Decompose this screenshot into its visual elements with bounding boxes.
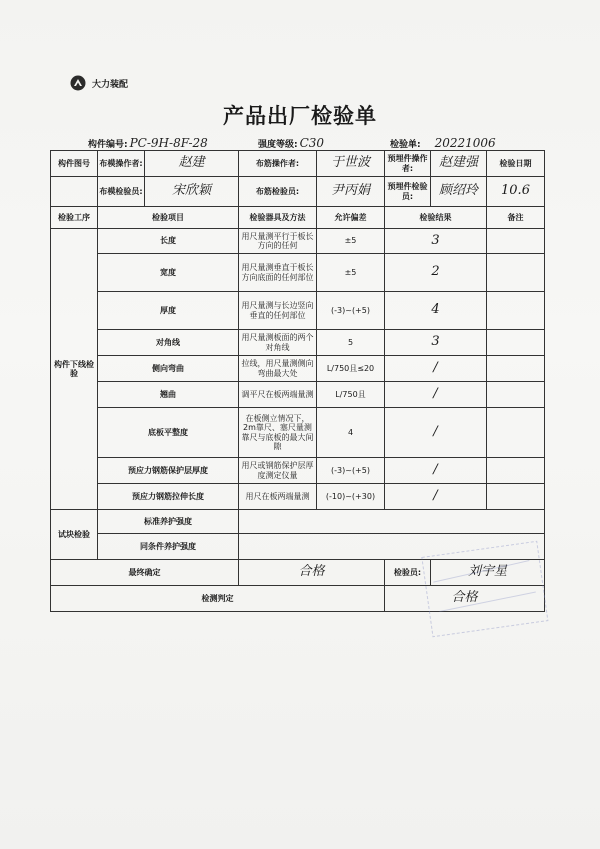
remarks-cell: [487, 408, 545, 458]
table-row: [51, 330, 545, 356]
blank-cell: [51, 177, 98, 207]
result-cell: /: [385, 484, 487, 510]
remarks-cell: [487, 330, 545, 356]
item-cell: 侧向弯曲: [98, 356, 239, 382]
table-row: [51, 254, 545, 292]
item-cell: 长度: [98, 229, 239, 254]
result-cell: 3: [385, 229, 487, 254]
tolerance-cell: (-3)~(+5): [317, 292, 385, 330]
inspection-date-label: 检验日期: [487, 151, 545, 177]
faded-stamp-icon: [419, 537, 550, 643]
table-row: [51, 458, 545, 484]
section-offline-label: 构件下线检验: [51, 229, 98, 510]
component-number-label: 构件编号:: [88, 140, 128, 150]
col-item: 检验项目: [98, 207, 239, 229]
result-cell: 4: [385, 292, 487, 330]
embed-inspector-label: 预埋件检验员:: [385, 177, 431, 207]
mold-inspector-label: 布模检验员:: [98, 177, 145, 207]
result-cell: /: [385, 458, 487, 484]
embed-operator-value: 赵建强: [431, 151, 487, 177]
result-cell: /: [385, 382, 487, 408]
remarks-cell: [487, 356, 545, 382]
table-row: [51, 229, 545, 254]
final-inspector-label: 检验员:: [385, 560, 431, 586]
inspection-table: [50, 150, 545, 612]
trial-standard-value: [239, 510, 545, 534]
tolerance-cell: (-10)~(+30): [317, 484, 385, 510]
judgement-value: 合格: [385, 586, 545, 612]
result-cell: 2: [385, 254, 487, 292]
table-row: [51, 292, 545, 330]
item-cell: 厚度: [98, 292, 239, 330]
tolerance-cell: ±5: [317, 254, 385, 292]
tools-cell: 用尺量测平行于板长方向的任何: [239, 229, 317, 254]
column-header-row: [51, 207, 545, 229]
tools-cell: 用尺量测垂直于板长方向底面的任何部位: [239, 254, 317, 292]
tolerance-cell: 5: [317, 330, 385, 356]
remarks-cell: [487, 229, 545, 254]
header-row-inspectors: [51, 177, 545, 207]
final-value: 合格: [239, 560, 385, 586]
inspection-date-value: 10.6: [487, 177, 545, 207]
table-row: [51, 484, 545, 510]
tools-cell: 用尺量测与长边竖向垂直的任何部位: [239, 292, 317, 330]
trial-label: 试块检验: [51, 510, 98, 560]
remarks-cell: [487, 382, 545, 408]
mold-operator-label: 布模操作者:: [98, 151, 145, 177]
tolerance-cell: (-3)~(+5): [317, 458, 385, 484]
inspection-number-value: 20221006: [434, 136, 496, 150]
tools-cell: 用尺或钢筋保护层厚度测定仪量: [239, 458, 317, 484]
rebar-operator-label: 布筋操作者:: [239, 151, 317, 177]
embed-operator-label: 预埋件操作者:: [385, 151, 431, 177]
strength-grade-value: C30: [299, 136, 325, 150]
tolerance-cell: 4: [317, 408, 385, 458]
tools-cell: 调平尺在板两端量测: [239, 382, 317, 408]
final-label: 最终确定: [51, 560, 239, 586]
brand: [70, 75, 128, 91]
rebar-inspector-value: 尹丙娟: [317, 177, 385, 207]
tolerance-cell: L/750且≤20: [317, 356, 385, 382]
strength-grade-label: 强度等级:: [258, 140, 298, 150]
rebar-inspector-label: 布筋检验员:: [239, 177, 317, 207]
remarks-cell: [487, 458, 545, 484]
header-row-operators: [51, 151, 545, 177]
rebar-operator-value: 于世波: [317, 151, 385, 177]
table-row: [51, 408, 545, 458]
table-row: [51, 356, 545, 382]
col-remarks: 备注: [487, 207, 545, 229]
col-result: 检验结果: [385, 207, 487, 229]
item-cell: 预应力钢筋拉伸长度: [98, 484, 239, 510]
remarks-cell: [487, 484, 545, 510]
brand-name: 大力装配: [92, 79, 129, 90]
mold-inspector-value: 宋欣颖: [145, 177, 239, 207]
tools-cell: 拉线，用尺量测侧向弯曲最大处: [239, 356, 317, 382]
embed-inspector-value: 顾绍玲: [431, 177, 487, 207]
result-cell: /: [385, 408, 487, 458]
col-tools: 检验器具及方法: [239, 207, 317, 229]
mold-operator-value: 赵建: [145, 151, 239, 177]
item-cell: 对角线: [98, 330, 239, 356]
remarks-cell: [487, 254, 545, 292]
tools-cell: 用尺量测板面的两个对角线: [239, 330, 317, 356]
trial-row-standard: [51, 510, 545, 534]
component-number-value: PC-9H-8F-28: [129, 136, 208, 150]
page-title: 产品出厂检验单: [223, 103, 377, 128]
remarks-cell: [487, 292, 545, 330]
final-inspector-value: 刘宇星: [431, 560, 545, 586]
trial-same-label: 同条件养护强度: [98, 534, 239, 560]
trial-standard-label: 标准养护强度: [98, 510, 239, 534]
result-cell: 3: [385, 330, 487, 356]
component-drawing-no-label: 构件图号: [51, 151, 98, 177]
item-cell: 翘曲: [98, 382, 239, 408]
result-cell: /: [385, 356, 487, 382]
strength-grade: [258, 136, 324, 150]
col-tolerance: 允许偏差: [317, 207, 385, 229]
col-process: 检验工序: [51, 207, 98, 229]
table-row: [51, 382, 545, 408]
item-cell: 底板平整度: [98, 408, 239, 458]
judgement-label: 检测判定: [51, 586, 385, 612]
item-cell: 预应力钢筋保护层厚度: [98, 458, 239, 484]
component-number: [88, 136, 208, 150]
inspection-number-label: 检验单:: [390, 140, 421, 150]
tolerance-cell: ±5: [317, 229, 385, 254]
tools-cell: 在板侧立情况下，2m靠尺、塞尺量测靠尺与底板的最大间隙: [239, 408, 317, 458]
inspection-number: [390, 136, 496, 150]
tools-cell: 用尺在板两端量测: [239, 484, 317, 510]
item-cell: 宽度: [98, 254, 239, 292]
tolerance-cell: L/750且: [317, 382, 385, 408]
brand-logo-icon: [70, 75, 86, 91]
